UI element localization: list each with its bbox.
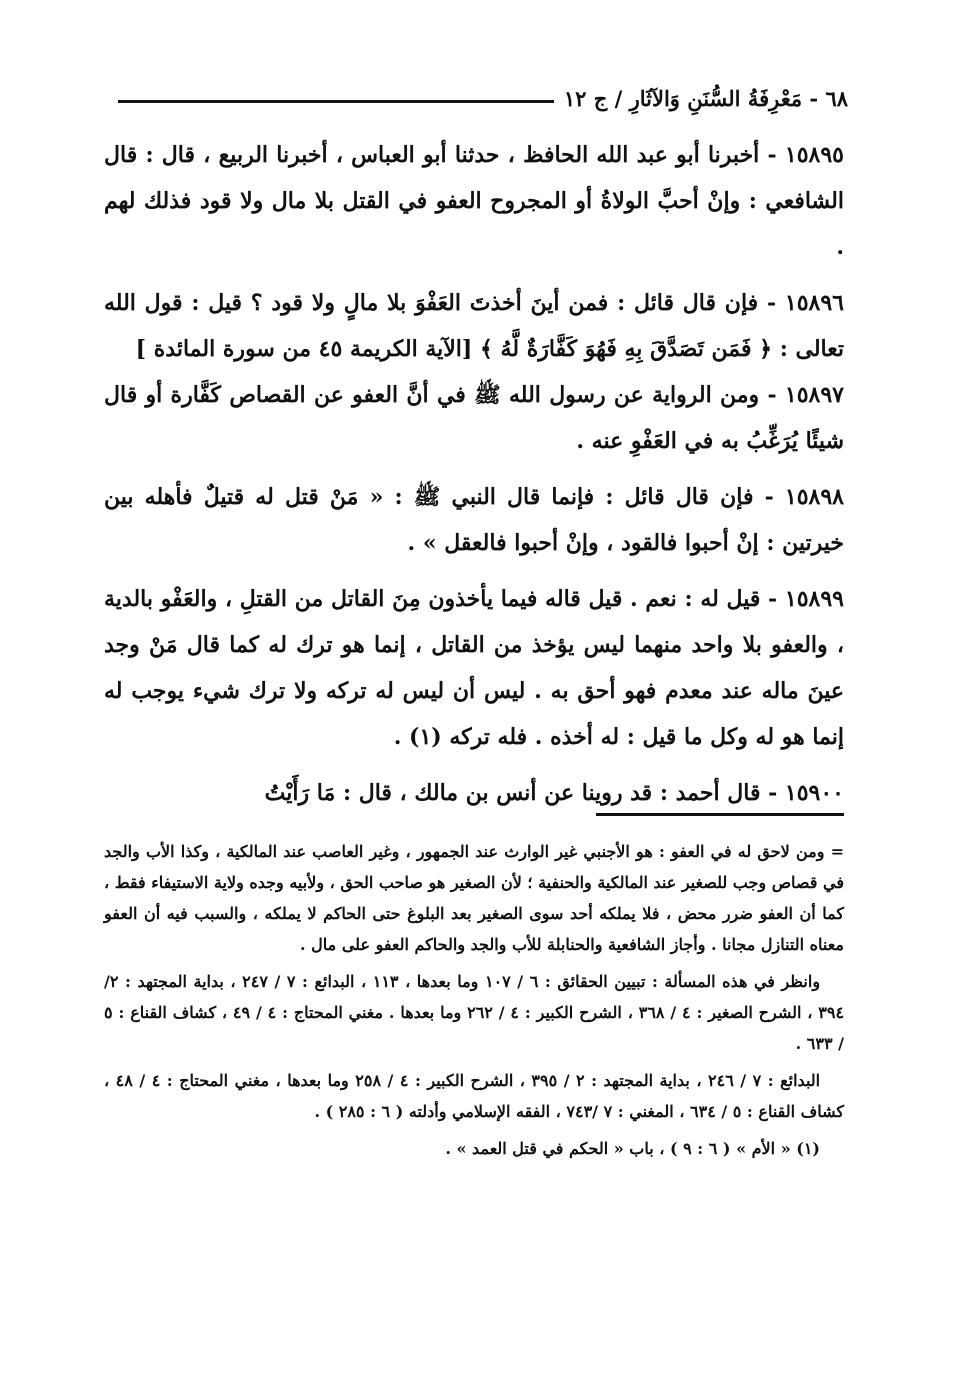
- page-header-title: ٦٨ - مَعْرِفَةُ السُّنَنِ وَالآثَارِ / ج ١٢: [563, 85, 848, 111]
- paragraph-15898: ١٥٨٩٨ - فإن قال قائل : فإنما قال النبي ﷺ : « مَنْ قتل له قتيلٌ فأهله بين خيرتين : إنْ أحبوا فالقود ، وإنْ أحبوا فالعقل » .: [104, 484, 844, 556]
- footnote-divider: [596, 813, 844, 816]
- running-header: [118, 78, 848, 118]
- footnote-references-b: البدائع : ٧ / ٢٤٦ ، بداية المجتهد : ٢ / ٣٩٥ ، الشرح الكبير : ٤ / ٢٥٨ وما بعدها ، مغني المحتاج : ٤ / ٤٨ ، كشاف القناع : ٥ / ٦٣٤ ، المغني : ٧ /٧٤٣ ، الفقه الإسلامي وأدلته ( ٦ : ٢٨٥ ) .: [104, 1071, 844, 1121]
- footnote-1: (١) « الأم » ( ٦ : ٩ ) ، باب « الحكم في قتل العمد » .: [445, 1139, 820, 1158]
- paragraph-15896: ١٥٨٩٦ - فإن قال قائل : فمن أينَ أخذتَ العَفْوَ بلا مالٍ ولا قود ؟ قيل : قول الله تعالى : ﴿ فَمَن تَصَدَّقَ بِهِ فَهُوَ كَفَّارَةٌ لَّهُ ﴾ [الآية الكريمة ٤٥ من سورة المائدة ]: [104, 290, 844, 362]
- paragraph-15899: ١٥٨٩٩ - قيل له : نعم . قيل قاله فيما يأخذون مِنَ القاتل من القتلِ ، والعَفْو بالدية ، والعفو بلا واحد منهما ليس يؤخذ من القاتل ، إنما هو ترك له كما قال مَنْ وجد عينَ ماله عند معدم فهو أحق به . ليس أن ليس له تركه ولا ترك شيء يوجب له إنما هو له وكل ما قيل : له أخذه . فله تركه (١) .: [104, 586, 844, 750]
- main-text: [104, 132, 844, 826]
- footnote-references-a: وانظر في هذه المسألة : تبيين الحقائق : ٦ / ١٠٧ وما بعدها ، ١١٣ ، البدائع : ٧ / ٢٤٧ ، بداية المجتهد : ٢/ ٣٩٤ ، الشرح الصغير : ٤ / ٣٦٨ ، الشرح الكبير : ٤ / ٢٦٢ وما بعدها . مغني المحتاج : ٤ / ٤٩ ، كشاف القناع : ٥ / ٦٣٣ .: [104, 972, 845, 1053]
- paragraph-15897: ١٥٨٩٧ - ومن الرواية عن رسول الله ﷺ في أنَّ العفو عن القصاص كَفَّارة أو قال شيئًا يُرَغِّبُ به في العَفْوِ عنه .: [104, 382, 844, 454]
- footnote-continuation: = ومن لاحق له في العفو : هو الأجنبي غير الوارث عند الجمهور ، وغير العاصب عند المالكية ، وكذا الأب والجد في قصاص وجب للصغير عند المالكية والحنفية ؛ لأن الصغير هو صاحب الحق ، ولأبيه وجده ولاية الاستيفاء فقط ، كما أن العفو ضرر محض ، فلا يملكه أحد سوى الصغير بعد البلوغ حتى الحاكم لا يملكه ، والسبب فيه أن العفو معناه التنازل مجانا . وأجاز الشافعية والحنابلة للأب والجد والحاكم العفو على مال .: [103, 842, 845, 954]
- footnotes: [104, 836, 844, 1170]
- paragraph-15895: ١٥٨٩٥ - أخبرنا أبو عبد الله الحافظ ، حدثنا أبو العباس ، أخبرنا الربيع ، قال : قال الشافعي : وإنْ أحبَّ الولاةُ أو المجروح العفو في القتل بلا مال ولا قود فذلك لهم .: [104, 142, 844, 260]
- header-rule: [118, 100, 554, 103]
- paragraph-15900: ١٥٩٠٠ - قال أحمد : قد روينا عن أنس بن مالك ، قال : مَا رَأَيْتُ: [264, 780, 844, 806]
